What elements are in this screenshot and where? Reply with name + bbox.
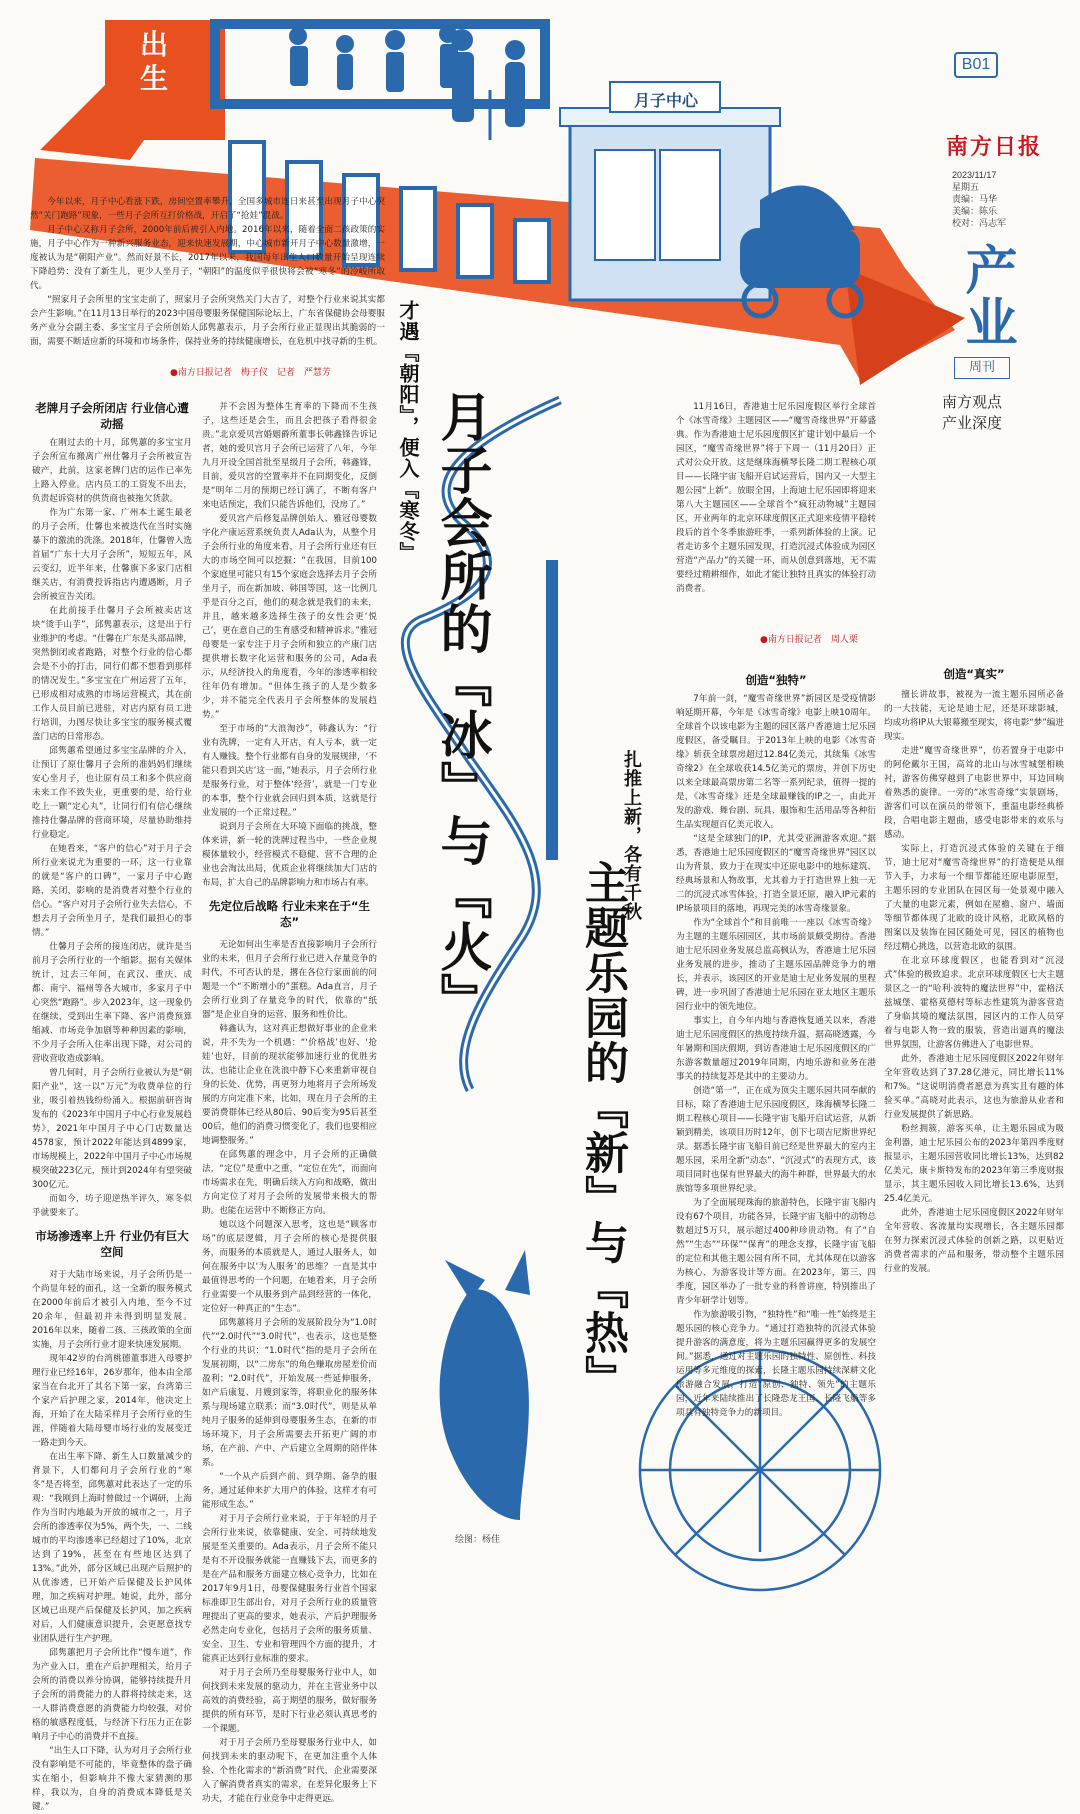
article2-s2-p5: 此外，香港迪士尼乐园度假区2022年财年全年营收达到了37.28亿港元，同比增长11%和7%。“这说明消费者愿意为真实且有趣的体验买单。”高晓对此表示，这也为旅游从业者和行业发展提供了新思路。 [884,1054,1064,1120]
proofreader-credit: 校对：冯志军 [952,218,1007,228]
article1-s1-p2: 作为广东第一家、广州本土诞生最老的月子会所，仕馨也来被迭代在当时实施暴下的激流的洗涤。2018年，仕馨曾入选首届“广东十大月子会所”，短短五年，风云变幻，近半年来，仕馨旗下多家门店相继关店，有消费投诉指店内遭遇断，月子会所被宣告关闭。 [32,508,192,602]
section-type-badge: 周刊 [954,357,1010,379]
designer-credit: 美编：陈乐 [952,206,998,216]
article2-col2 [884,660,1064,1520]
article1-s4-p4: 她以这个问题深入思考，这也是“顾客市场”的底层逻辑，月子会所的核心是提供服务，而服务的本质就是人，通过人服务人，如何在服务中以‘为人服务’的思维？一直是其中最值得思考的一个问题，在她看来，月子会所行业需要一个从服务到产品到经营的一体化，定位好一种真正的“生态”。 [202,1220,377,1314]
article2-s1-p2: “这是全球独门的IP，尤其受亚洲游客欢迎。”据悉，香港迪士尼乐园度假区的“魔雪奇缘世界”园区以山为背景，致力于在现实中还原电影中的地标建筑、经典场景和人物故事，尤其着力于打造世界上独一无二的沉浸式冰雪体验，打造全景还原，融入IP元素的IP场景项目的落地，再现完美的冰雪奇缘景象。 [676,834,876,914]
article2-kicker: 扎推上新，各有千秋 [621,750,642,921]
slogan-line-2: 产业深度 [942,414,1003,432]
article1-section4-heading: 先定位后战略 行业未来在于“生态” [208,899,371,929]
article1-s4-p2: 韩鑫认为，这对真正想做好事业的企业来说，并不失为一个机遇：“‘价格战’也好、‘抢娃’也好，目前的现状能够加速行业的优胜劣汰，也能让企业在洗浪中静下心来重新审视自身的长处、优势，再更努力地将月子会所场发展的方向定准下来，比如，现在月子会所的主要消费群体已经从80后、90后变为95后甚至00后，他们的消费习惯变化了，我们也要相应地调整服务。” [202,1024,377,1146]
article2-s1-p5: 创造“第一”，正在成为顶尖主题乐园共同奉献的目标，除了香港迪士尼乐园度假区，珠海横琴长隆二期工程核心项目——长隆宇宙飞船开启试运营，从新颖到精美，该项目历时12年，创下七项吉尼斯世界纪录。据悉长隆宇宙飞船目前已经是世界最大的室内主题乐园，采用全新“动态”、“沉浸式”的表现方式，该项目同时也保有世界最大的海牛种群，世界最大的水族馆等多项世界纪录。 [676,1086,876,1194]
article2-byline: ●南方日报记者 周人栗 [760,635,858,645]
page-number-badge: B01 [954,52,998,78]
article1-col2 [202,400,377,1804]
article1-headline: 月子会所的『冰』与『火』 [431,390,492,1026]
article1-intro-p3: “照家月子会所里的宝宝走前了，照家月子会所突然关门大吉了，对整个行业来说其实都会产生影响。”在11月13日举行的2023中国母婴服务保健国际论坛上，广东省保健协会母婴服务产业分会副主委、多宝宝月子会所创始人邱隽蕙表示，月子会所行业正显现出其脆弱的一面，需要不断适应新的环境和市场条件，保持业务的持续健康增长，在危机中找寻新的生机。 [30,295,385,347]
article1-s1-p1: 在刚过去的十月，邱隽蕙的多宝宝月子会所宣布搬离广州仕馨月子会所被宣告破产，此前，这家老牌门店的运作已率先上路入停业。店内员工的工资发不出去，负责起诉资材的供货商也被拖欠货款。 [32,438,192,504]
article1-section1-heading [32,400,192,432]
article1-section2-heading: 市场渗透率上升 行业仍有巨大空间 [35,1229,189,1259]
newspaper-name: 南方日报 [946,134,1043,160]
article1-intro [30,195,385,375]
section-title: 产业 [956,243,1017,347]
article1-s3-p1: 并不会因为整体生育率的下降而不生孩子，这些还是会生，而且会把孩子看得很金贵。”北京爱贝宫婚姻爵所董事长韩鑫锋告诉记者，她的爱贝宫月子会所已运营了八年，今年九月开设全国首批至星级月子会所，韩鑫锋，目前，爱贝宫的空置率并不在同期变化，反倒是“明年二月的预期已经订满了，不断有客户来电话预定，我们只能告诉他们，没房了。” [202,402,377,510]
article1-s2-p4: 邱隽蕙把月子会所比作“慢车道”，作为产业入口，重在产后护理相关，给月子会所的消费以养分协调，能够持续提升月子会所的消费能力的人群将持续走来，这一人群消费意愿的消费能力均较强，对价格的敏感程度低，与经济下行压力正在影响月子中心的消费并不直接。 [32,1648,192,1742]
article2-s2-p3: 实际上，打造沉浸式体验的关键在于细节，迪士尼对“魔雪奇缘世界”的打造便是从细节入手，力求每一个细节都能还原电影原型，主题乐园的专业团队在园区每一处景观中融入了大量的电影元素，例如在屋檐、窗户、墙面等细节都体现了北欧的设计风格，北欧风格的图案以及装饰在园区随处可见，园区的植物也经过精心挑选，以营造北欧的氛围。 [884,844,1064,952]
article1-s2-p2: 现年42岁的台湾桃德董事进入母婴护理行业已经16年，26岁那年，他本由全部家当在台北开了其名下第一家，台湾第三个家产后护理之家，2014年，他决定上海，开始了在大陆采样月子会所行业的生涯，伴随着大陆母婴市场行业的发展变迁一路走到今天。 [32,1354,192,1448]
article1-s1-p3: 在此前接手仕馨月子会所被卖店这块“烫手山芋”，邱隽蕙表示，这是出于行业维护的考虑。“仕馨在广东是头部品牌，突然倒闭或者跑路，对整个行业的信心都会是不小的打击，同行们都不想看到那样的情况发生。”多宝宝在广州运营了五年，已形成相对成熟的市场运营模式，其在前工作人员目前已进驻，对店内原有员工进行培训，力图尽快让多宝宝的服务模式覆盖门店的日常形态。 [32,606,192,742]
article2-intro-text: 11月16日，香港迪士尼乐园度假区举行全球首个《冰雪奇缘》主题园区——“魔雪奇缘世界”开幕盛典。作为香港迪士尼乐园度假区扩建计划中最后一个园区，“魔雪奇缘世界”将于下周一（11月20日）正式对公众开放。这是继珠海横琴长隆二期工程核心项目——长隆宇宙飞船开启试运营后，国内又一大型主题公园“上新”。放眼全国，上海迪士尼乐园即将迎来第八大主题园区——全球首个“疯狂动物城”主题园区，开业两年的北京环球度假区正式迎来疫情平稳转段后的首个冬季旅游旺季，一系列新体验的上演。记者走访多个主题乐园发现，打造沉浸式体验成为园区营造“产品力”的关键一环，而从创意到落地，无不需要经过精耕细作，如此才能让独特且真实的体验打动消费者。 [676,402,876,594]
article2-s1-p1: 7年前一剑，“魔雪奇缘世界”新园区是受疫情影响延期开幕，今年是《冰雪奇缘》电影上映10周年。全球首个以该电影为主题的园区落户香港迪士尼乐园度假区，备受瞩目。于2013年上映的电影《冰雪奇缘》斩获全球票房超过12.84亿美元，其续集《冰雪奇缘2》在全球收获14.5亿美元的票房，并创下历史以来全球最高票房第二名等一系列纪录，值得一提的是，《冰雪奇缘》还是全球最赚钱的IP之一，由此开发的游戏、舞台剧、玩具、服饰和生活用品等各种衍生品实现超百亿美元收入。 [676,694,876,830]
article1-col1 [32,436,192,1812]
article1-s5-p1: 对于月子会所行业来说，于于年轻的月子会所行业来说，依靠健康、安全、可持续地发展是至关重要的。Ada表示，月子会所不能只是有不开设服务就能一直赚钱下去，而更多的是在产品和服务方面建立核心竞争力，比如在2017年9月1日，母婴保健服务行业首个国家标准即卫生部出台，对月子会所行业的质量管理提出了更高的要求，她表示，产后护理服务必然走向专业化，包括月子会所的服务质量、安全、卫生、专业和管理四个方面的提升，才能真正达到行业标准的要求。 [202,1514,377,1664]
article2-section1-heading: 创造“独特” [745,673,807,687]
article1-s3-p3: 至于市场的“大浪淘沙”，韩鑫认为：“行业有洗牌，一定有人开店，有人亏本，就一定有人赚钱。整个行业都有自身的发展规律，‘不能只看到关店’这一面，”她表示，月子会所行业是服务行业，对于整体‘经营’，就是一门专业的本事，整个行业就会回归到本质，这就是行业发展的一个正常过程。” [202,724,377,818]
article1-s3-p2: 爱贝宫产后修复品牌创始人、雅冠母婴数字化产康运营系统负责人Ada认为，从整个月子会所行业的角度来看，月子会所行业还有巨大的市场空间可以挖掘：“在我国，目前100个家庭里可能只有15个家庭会选择去月子会所坐月子，而在新加坡、韩国等国，这一比例几乎是百分之百，他们的观念就是我们的未来，并且，越来越多选择生孩子的女性会更‘悦己’，更在意自己的生育感受和精神诉求。”雅冠母婴是一家专注于月子会所和独立的产康门店提供增长数字化运营和服务的公司，Ada表示，从经济投入的角度看，今年的渗透率相较往年仍有增加。“但体生孩子的人是少数多少，并不能完全代表月子会所整体的发展趋势。” [202,514,377,720]
article1-s4-p1: 无论如何出生率是否直接影响月子会所行业的未来，但月子会所行业已进入存量竞争的时代，不可否认的是，撂在各位行家面前的问题是一个“不断增小的”蛋糕。Ada直言，月子会所行业到了存量竞争的时代，依靠的“纸器”是企业自身的运营、服务和性价比。 [202,940,377,1020]
slogan-line-1: 南方观点 [942,393,1003,411]
illustration-credit: 绘图：杨佳 [455,1535,501,1545]
article1-s1-p5: 在她看来，“客户的信心”对于月子会所行业来说尤为重要的一环，这一行业靠的就是“客户的口碑”，一家月子中心跑路，关闭，影响的是消费者对整个行业的信心。“客户对月子会所行业失去信心，不想去月子会所坐月子，是我们最担心的事情。” [32,844,192,938]
article1-s5-p2: 对于月子会所乃至母婴服务行业中人，如何找到未来发展的驱动力，并在主营业务中以高效的消费经验，高于期望的服务，做好服务提供的所有环节，是时下行业必须认真思考的一个课题。 [202,1668,377,1734]
article2-s2-p4: 在北京环球度假区，也能看到对“沉浸式”体验的极致追求。北京环球度假区七大主题景区之一的“哈利·波特的魔法世界”中，霍格沃兹城堡、霍格莫德村等标志性建筑为游客营造了身临其境的魔法氛围，园区内的工作人员穿着与电影人物一致的服装，营造出逼真的魔法世界氛围，让游客仿佛进入了电影世界。 [884,956,1064,1050]
editor-credit: 责编：马华 [952,194,998,204]
article1-s1-p6: 仕馨月子会所的接连闭店，就许是当前月子会所行业的一个缩影。据有关媒体统计，过去三年间，在武汉、重庆、成都、南宁、福州等各大城市，多家月子中心突然“跑路”。步入2023年，这一现象仍在继续，受到出生率下降、客户消费预算缩减、市场竞争加剧等种种因素的影响，不少月子会所入住率出现下降，对公司的营收营收造成影响。 [32,942,192,1064]
article1-s3-p4: 说到月子会所在大环境下面临的挑战，整体来讲，新一轮的洗牌过程当中，一些企业规模体量较小，经营模式不稳健、营不合理的企业也会淘汰出局，优质企业将继续加大门店的布局，扩大自己的品牌影响力和市场占有率。 [202,822,377,888]
center-sign: 月子中心 [633,91,698,110]
masthead-sidebar [942,52,1062,433]
article2-s2-p1: 擅长讲故事，被视为一流主题乐园所必备的一大技能，无论是迪士尼，还是环球影城，均成功将IP从大银幕搬至现实，将电影“梦”编进现实。 [884,690,1064,742]
article1-s2-p3: 在出生率下降、新生人口数量减少的背景下，人们都问月子会所行业的“寒冬”是否将至，邱隽蕙对此表达了一定的乐观：“我刚到上海时曾做过一个调研，上海作为当时内地最为开放的城市之一，月子会所的渗透率仅为5%，两个失，一、二线城市的平均渗透率已经超过了10%，北京达到了19%，甚至在有些地区达到了13%。”此外，部分区域已出现产后照护的从优渗透，已开始产后保健及长护风体理，加之疾病对护理。她说，此外，部分区域已出现产后保健及长护风，加之疾病对后，人们健康意识提升，会更愿意找专业团队进行生产护理。 [32,1452,192,1644]
article2-section2-heading: 创造“真实” [943,667,1005,681]
elderly-figures [451,29,525,140]
blue-frame [215,24,545,104]
article1-s4-p5: 邱隽蕙将月子会所的发展阶段分为“1.0时代”“2.0时代”“3.0时代”，也表示，这也是整个行业的共识：“1.0时代”指的是月子会所在发展初期，以“二房东”的角色赚取房屋差价而盈利；“2.0时代”，开始发展一些延伸服务，如产后康复、月嫂到家等，将职业化的服务体系与现场建立联系；而“3.0时代”，则是从单纯月子服务的延伸到母婴服务生态，在新的市场环境下，月子会所需要去开拓更广阔的市场，在产前、产中、产后建立全周期的陪伴体系。 [202,1318,377,1468]
birth-label: 出生 [140,28,169,95]
article1-s4-p3: 在邱隽蕙的理念中，月子会所的正确做法，“定位”是重中之重，“定位在先”，而面向市场需求在先，明确后续入方向和战略，做出方向定位了对月子会所的发展带来极大的帮助。也能在运营中不断修正方向。 [202,1150,377,1216]
article1-s2-p5: “出生人口下降，认为对月子会所行业没有影响是不可能的，毕竟整体的盘子确实在缩小，但影响并不像大家猜测的那样，我以为，自身的消费成本降低是关键。” [32,1746,192,1812]
whale-shark [440,1250,530,1520]
issue-date: 2023/11/17 [952,170,997,180]
article1-intro-p1: 今年以来，月子中心看涨下跌，房间空置率攀升，全国多城市连日来甚至出现月子中心突然“关门跑路”现象，一些月子会所互打价格战，开启了“抢娃”混战。 [30,197,385,221]
page-meta [952,169,1062,229]
article2-s1-p6: 为了全面展现珠海的旅游特色，长隆宇宙飞船内设有67个项目，功能各异，长隆宇宙飞船中的动物总数超过5万只，展示超过400种珍贵动物。有了“自然”“生态”“环保”“保育”的理念支撑，长隆宇宙飞船的定位和其他主题公园有所不同，尤其体现在以游客为核心、为游客设计等方面。在2023年，第三、四季度，园区举办了一批专业的科普讲座，特别推出了青少年研学计划等。 [676,1198,876,1306]
article1-s1-p8: 而如今，坊子迎逆热半评久，寒冬似乎就要来了。 [32,1194,192,1218]
article2-s1-p7: 作为旅游吸引物，“独特性”和“唯一性”始终是主题乐园的核心竞争力。“通过打造独特的沉浸式体验提升游客的满意度，将为主题乐园赢得更多的发展空间。”据悉，通过对主题乐园的独特性、原创性、科技运用等多元维度的探索，长隆主题乐园持续深耕文化旅游融合发展，打造“原创、独特、领先”的主题乐园，近年来陆续推出了长隆恐龙王国、长隆飞船等多项具有独特竞争力的新项目。 [676,1310,876,1418]
article1-byline: ●南方日报记者 梅子仪 记者 严慧芳 [170,368,331,378]
article1-s5-p3: 对于月子会所乃至母婴服务行业中人，如何找到未来的驱动呢下，在更加注重个人体验、个性化需求的“新消费”时代，企业需要深入了解消费者真实的需求，在差异化服务上下功夫，才能在行业竞争中走得更远。 [202,1738,377,1804]
article1-s4-p6: “一个从产后到产前、到孕期、备孕的服务，通过延伸来扩大用户的体验，这样才有可能形成生态。” [202,1472,377,1510]
article2-s1-p4: 事实上，自今年内地与香港恢复通关以来，香港迪士尼乐园度假区的热度持续升温，据高晓透露，今年暑期和国庆假期，到访香港迪士尼乐园度假区的广东游客数量超过2019年同期，内地乐游和业务在港事关的持续复苏是其中的主要动力。 [676,1016,876,1082]
article2-headline: 主题乐园的『新』与『热』 [577,860,628,1400]
article2-s1-p3: 作为“全球首个”和目前唯一一座以《冰雪奇缘》为主题的主题乐园园区，其市场前景颇受期待。香港迪士尼乐园业务发展总监高枫认为，香港迪士尼乐园业务发展的进步，推动了主题乐园品牌竞争力的增长，并表示，该园区的开业是迪士尼业务发展的里程碑，进一步巩固了香港迪士尼乐园在亚太地区主题乐园行业中的领先地位。 [676,918,876,1012]
article2-s2-p7: 此外，香港迪士尼乐园度假区2022年财年全年营收、客流量均实现增长，各主题乐园都在努力探索沉浸式体验的创新之路，以更贴近消费者需求的产品和服务，带动整个主题乐园行业的发展。 [884,1208,1064,1274]
article1-section1-heading-text: 老牌月子会所闭店 行业信心遭动摇 [35,401,189,431]
article2-s2-p6: 粉丝拥簇，游客买单，让主题乐园成为吸金利器，迪士尼乐园公布的2023年第四季度财报显示，主题乐园营收同比增长13%，达到82亿美元，康卡斯特发布的2023年第三季度财报显示，其主题乐园收入同比增长13.6%，达到25.4亿美元。 [884,1124,1064,1204]
family-figures [289,25,458,92]
article1-kicker: 才遇『朝阳』，便入『寒冬』 [396,300,420,563]
issue-weekday: 星期五 [952,182,980,192]
article1-s1-p7: 曾几何时，月子会所行业被认为是“朝阳产业”，这一以“万元”为收费单位的行业，吸引着热钱纷纷涌入。根据前研咨询发布的《2023年中国月子中心行业发展趋势》，2021年中国月子中心门店数量达4578家，预计2022年能达到4899家，市场规模上，2022年中国月子中心市场规模突破223亿元，预计到2024年有望突破300亿元。 [32,1068,192,1190]
article1-s2-p1: 对于大陆市场来说，月子会所仍是一个尚显年轻的面孔，这一全新的服务模式在2000年前后才被引入内地，至今不过20余年，但最初并未得到明显发展。2016年以来，随着二孩、三孩政策的全面实施，月子会所行业才迎来快速发展期。 [32,1270,192,1350]
article2-intro [676,400,876,635]
article1-s1-p4: 邱隽蕙希望通过多宝宝品牌的介入，让预订了原仕馨月子会所的准妈妈们继续安心坐月子，也让原有员工和多个供应商未来工作不致失业，更重要的是，给行业吃上一颗“定心丸”，让同行们有信心继续推持仕馨品牌的营商环境，尽量协助维持行业稳定。 [32,746,192,840]
article2-col1 [676,692,876,1522]
coaster-support [546,560,558,860]
article1-intro-p2: 月子中心又称月子会所，2000年前后被引入内地。2016年以来，随着全面二孩政策的实施，月子中心作为一种新兴服务业态，迎来快速发展期，中心城市新开月子中心数量激增，一度被认为是“朝阳产业”。然而好景不长，2017年以来，我国每年出生人口数量开始呈现连续下降趋势：没有了新生儿，更少人坐月子，“朝阳”的温度似乎很快将会被“寒冬”的冷峻所取代。 [30,225,385,291]
article2-s2-p2: 走进“魔雪奇缘世界”，仿若置身于电影中的阿伦戴尔王国，高耸的北山与冰雪城堡相映衬，游客仿佛穿越到了电影世界中，耳边回响着熟悉的旋律。一旁的“冰雪奇缘”实景剧场，游客们可以在演员的带领下，重温电影经典桥段，合唱电影主题曲，感受电影带来的欢乐与感动。 [884,746,1064,840]
